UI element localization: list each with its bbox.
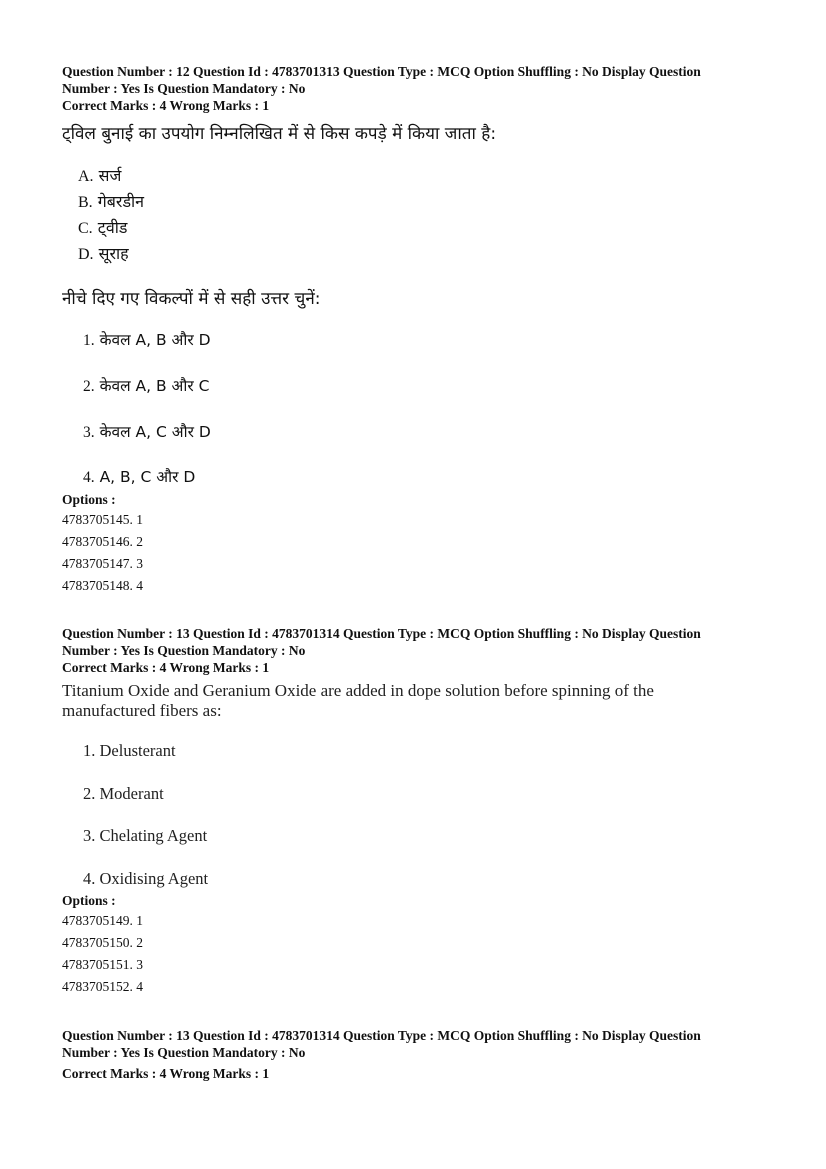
- statement-text: सूराह: [98, 244, 129, 263]
- statement-label: D.: [78, 246, 94, 263]
- answer-choice-2: [62, 374, 793, 396]
- statement-text: सर्ज: [98, 166, 122, 185]
- statement-text: गेबरडीन: [97, 192, 145, 211]
- option-id: 4783705149. 1: [62, 913, 143, 928]
- option-id: 4783705146. 2: [62, 534, 143, 549]
- instruction-hindi: नीचे दिए गए विकल्पों में से सही उत्तर चुनें:: [62, 289, 321, 309]
- option-id: 4783705145. 1: [62, 512, 143, 527]
- question-header: Question Number : 13 Question Id : 4783701314 Question Type : MCQ Option Shuffling : No Display Question: [62, 1028, 701, 1043]
- question-header: Question Number : 12 Question Id : 4783701313 Question Type : MCQ Option Shuffling : No Display Question: [62, 64, 701, 79]
- options-section: [62, 491, 772, 508]
- statement-label: C.: [78, 220, 93, 237]
- question-block-13: [62, 625, 772, 676]
- answer-choice-1: [62, 328, 793, 350]
- statement-label: B.: [78, 194, 93, 211]
- options-section: [62, 892, 772, 909]
- option-id-list: [62, 910, 143, 998]
- option-id-list: [62, 509, 143, 597]
- answer-number: 2.: [83, 378, 95, 395]
- answer-text: Chelating Agent: [99, 826, 208, 845]
- question-text: [62, 122, 772, 146]
- option-id: 4783705150. 2: [62, 935, 143, 950]
- answer-text: A, B, C और D: [99, 468, 196, 486]
- answer-text: केवल A, B और D: [99, 331, 211, 349]
- answer-text: Delusterant: [99, 741, 176, 760]
- question-header-cont: Number : Yes Is Question Mandatory : No: [62, 1045, 306, 1060]
- statement-list: [62, 163, 772, 267]
- answer-number: 3.: [83, 424, 95, 441]
- option-id: 4783705148. 4: [62, 578, 143, 593]
- marks-line: Correct Marks : 4 Wrong Marks : 1: [62, 1066, 270, 1081]
- question-text-line: Titanium Oxide and Geranium Oxide are added in dope solution before spinning of the: [62, 681, 654, 700]
- answer-text: केवल A, C और D: [99, 423, 211, 441]
- statement-text: ट्वीड: [97, 218, 128, 237]
- answer-choice-1: [62, 741, 793, 761]
- question-header: Question Number : 13 Question Id : 4783701314 Question Type : MCQ Option Shuffling : No Display Question: [62, 626, 701, 641]
- instruction-text: [62, 287, 772, 311]
- answer-text: केवल A, B और C: [99, 377, 210, 395]
- statement-item: [62, 189, 772, 215]
- statement-item: [62, 163, 772, 189]
- answer-choice-3: [62, 420, 793, 442]
- question-block-12: [62, 63, 772, 114]
- statement-label: A.: [78, 168, 94, 185]
- marks-line: Correct Marks : 4 Wrong Marks : 1: [62, 660, 270, 675]
- statement-item: [62, 241, 772, 267]
- answer-text: Moderant: [99, 784, 164, 803]
- answer-text: Oxidising Agent: [99, 869, 209, 888]
- question-text: [62, 681, 772, 721]
- answer-choice-4: [62, 869, 793, 889]
- option-id: 4783705147. 3: [62, 556, 143, 571]
- answer-choice-3: [62, 826, 793, 846]
- question-text-line: manufactured fibers as:: [62, 701, 222, 720]
- answer-number: 2.: [83, 784, 96, 803]
- answer-number: 1.: [83, 332, 95, 349]
- answer-number: 4.: [83, 869, 96, 888]
- question-text-hindi: ट्विल बुनाई का उपयोग निम्नलिखित में से किस कपड़े में किया जाता है:: [62, 124, 497, 144]
- answer-number: 1.: [83, 741, 96, 760]
- options-label: Options :: [62, 492, 116, 507]
- options-label: Options :: [62, 893, 116, 908]
- answer-choice-2: [62, 784, 793, 804]
- question-block-13-repeat: [62, 1027, 772, 1082]
- option-id: 4783705152. 4: [62, 979, 143, 994]
- answer-choice-4: [62, 465, 793, 487]
- answer-number: 3.: [83, 826, 96, 845]
- option-id: 4783705151. 3: [62, 957, 143, 972]
- question-header-cont: Number : Yes Is Question Mandatory : No: [62, 643, 306, 658]
- question-header-cont: Number : Yes Is Question Mandatory : No: [62, 81, 306, 96]
- statement-item: [62, 215, 772, 241]
- marks-line: Correct Marks : 4 Wrong Marks : 1: [62, 98, 270, 113]
- answer-number: 4.: [83, 469, 95, 486]
